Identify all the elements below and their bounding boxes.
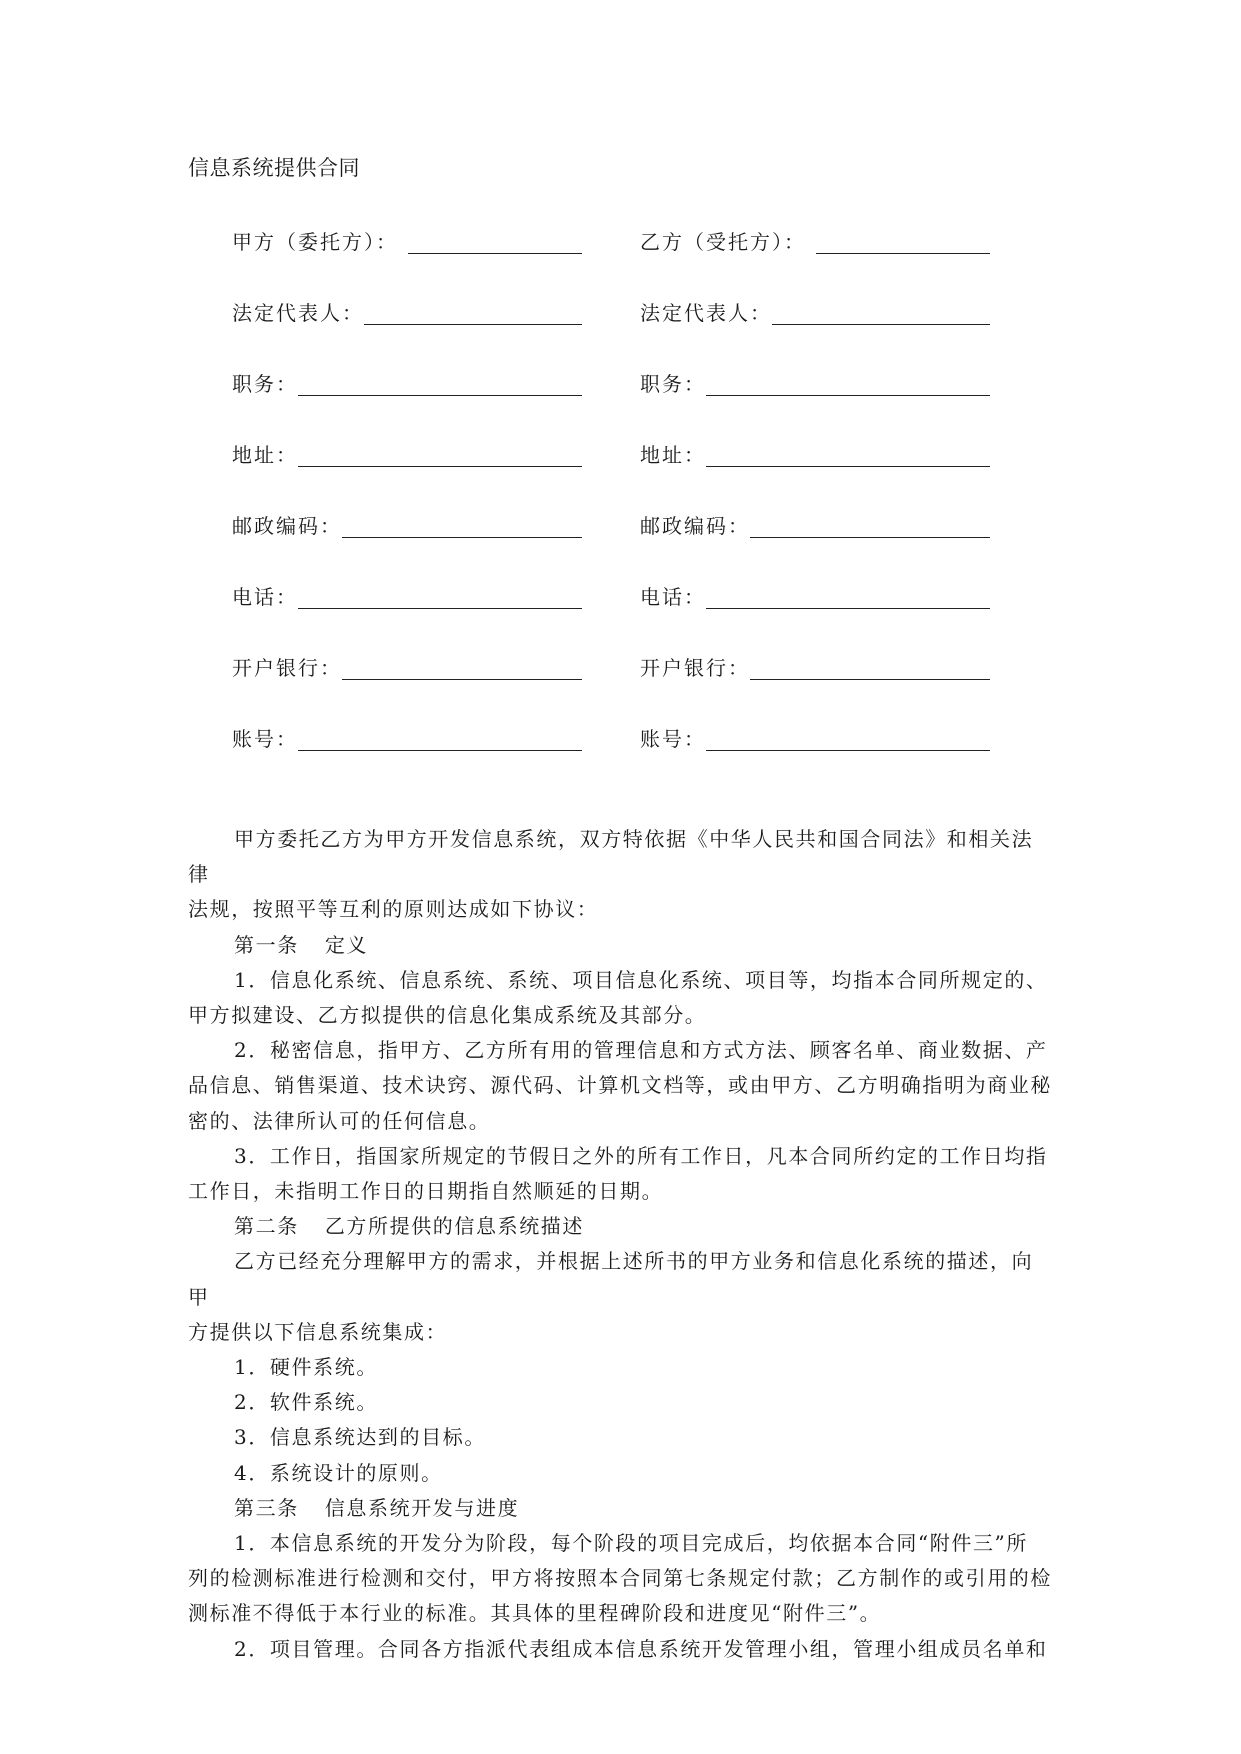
article-1-item-2-line: 品信息、销售渠道、技术诀窍、源代码、计算机文档等，或由甲方、乙方明确指明为商业秘 [188, 1073, 1052, 1098]
article-2-intro-line: 乙方已经充分理解甲方的需求，并根据上述所书的甲方业务和信息化系统的描述，向甲 [188, 1249, 1034, 1309]
preamble-line: 甲方委托乙方为甲方开发信息系统，双方特依据《中华人民共和国合同法》和相关法律 [188, 827, 1034, 887]
party-b-bank-blank[interactable] [750, 679, 990, 680]
party-b-phone-blank[interactable] [706, 608, 990, 609]
article-1-number: 第一条 [234, 932, 299, 957]
article-3-item-1-line: 列的检测标准进行检测和交付，甲方将按照本合同第七条规定付款；乙方制作的或引用的检 [188, 1566, 1052, 1591]
article-2-list-item: 1．硬件系统。 [234, 1355, 378, 1380]
party-b-phone-label: 电话： [640, 585, 706, 609]
party-a-account-label: 账号： [232, 727, 298, 751]
party-b-name-blank[interactable] [816, 253, 990, 254]
article-2-list-item: 2．软件系统。 [234, 1390, 378, 1415]
party-b-bank-field [640, 652, 990, 682]
party-b-postcode-field [640, 510, 990, 540]
party-b-name-field [640, 226, 990, 256]
party-a-postcode-label: 邮政编码： [232, 514, 342, 538]
party-a-name-field [232, 226, 582, 256]
party-b-position-field [640, 368, 990, 398]
party-a-position-blank[interactable] [298, 395, 582, 396]
preamble-line: 法规，按照平等互利的原则达成如下协议： [188, 897, 599, 922]
article-2-number: 第二条 [234, 1214, 299, 1239]
article-1-heading [188, 928, 1052, 963]
party-a-phone-field [232, 581, 582, 611]
party-b-address-field [640, 439, 990, 469]
party-b-name-label: 乙方（受托方）： [640, 230, 806, 254]
document-title: 信息系统提供合同 [188, 156, 360, 180]
party-b-legal-rep-blank[interactable] [772, 324, 990, 325]
party-a-postcode-field [232, 510, 582, 540]
article-3-title: 信息系统开发与进度 [324, 1495, 520, 1520]
article-1-item-1-line: 甲方拟建设、乙方拟提供的信息化集成系统及其部分。 [188, 1003, 707, 1028]
party-a-phone-label: 电话： [232, 585, 298, 609]
party-b-position-label: 职务： [640, 372, 706, 396]
party-b-account-field [640, 723, 990, 753]
article-2-list-item: 4．系统设计的原则。 [234, 1460, 443, 1485]
article-2-intro-line: 方提供以下信息系统集成： [188, 1319, 448, 1344]
article-3-item-1-line: 1．本信息系统的开发分为阶段，每个阶段的项目完成后，均依据本合同“附件三”所 [234, 1531, 1028, 1556]
contract-body [188, 822, 1052, 1667]
party-a-name-label: 甲方（委托方）： [232, 230, 398, 254]
article-1-title: 定义 [324, 932, 369, 957]
party-a-legal-rep-label: 法定代表人： [232, 301, 364, 325]
party-b-bank-label: 开户银行： [640, 656, 750, 680]
article-1-item-2-line: 2．秘密信息，指甲方、乙方所有用的管理信息和方式方法、顾客名单、商业数据、产 [234, 1038, 1048, 1063]
article-2-title: 乙方所提供的信息系统描述 [324, 1214, 585, 1239]
party-a-position-field [232, 368, 582, 398]
party-a-address-blank[interactable] [298, 466, 582, 467]
party-a-account-field [232, 723, 582, 753]
party-b-address-blank[interactable] [706, 466, 990, 467]
article-1-item-2-line: 密的、法律所认可的任何信息。 [188, 1108, 491, 1133]
article-3-item-2-line: 2．项目管理。合同各方指派代表组成本信息系统开发管理小组，管理小组成员名单和 [234, 1636, 1048, 1661]
party-a-postcode-blank[interactable] [342, 537, 582, 538]
party-a-legal-rep-blank[interactable] [364, 324, 582, 325]
article-1-item-3-line: 工作日，未指明工作日的日期指自然顺延的日期。 [188, 1179, 664, 1204]
party-b-phone-field [640, 581, 990, 611]
party-a-position-label: 职务： [232, 372, 298, 396]
party-b-address-label: 地址： [640, 443, 706, 467]
party-b-legal-rep-field [640, 297, 990, 327]
article-3-item-1-line: 测标准不得低于本行业的标准。其具体的里程碑阶段和进度见“附件三”。 [188, 1601, 882, 1626]
article-3-heading [188, 1491, 1052, 1526]
article-2-list-item: 3．信息系统达到的目标。 [234, 1425, 486, 1450]
party-a-bank-field [232, 652, 582, 682]
party-b-account-label: 账号： [640, 727, 706, 751]
party-a-bank-blank[interactable] [342, 679, 582, 680]
party-info-fields [0, 0, 1241, 760]
party-a-legal-rep-field [232, 297, 582, 327]
party-b-postcode-label: 邮政编码： [640, 514, 750, 538]
party-a-address-field [232, 439, 582, 469]
article-1-item-1-line: 1．信息化系统、信息系统、系统、项目信息化系统、项目等，均指本合同所规定的、 [234, 967, 1048, 992]
party-a-address-label: 地址： [232, 443, 298, 467]
party-b-position-blank[interactable] [706, 395, 990, 396]
party-a-phone-blank[interactable] [298, 608, 582, 609]
article-3-number: 第三条 [234, 1495, 299, 1520]
party-b-legal-rep-label: 法定代表人： [640, 301, 772, 325]
article-1-item-3-line: 3．工作日，指国家所规定的节假日之外的所有工作日，凡本合同所约定的工作日均指 [234, 1143, 1048, 1168]
article-2-heading [188, 1209, 1052, 1244]
party-a-bank-label: 开户银行： [232, 656, 342, 680]
party-b-account-blank[interactable] [706, 750, 990, 751]
party-a-name-blank[interactable] [408, 253, 582, 254]
party-b-postcode-blank[interactable] [750, 537, 990, 538]
party-a-account-blank[interactable] [298, 750, 582, 751]
